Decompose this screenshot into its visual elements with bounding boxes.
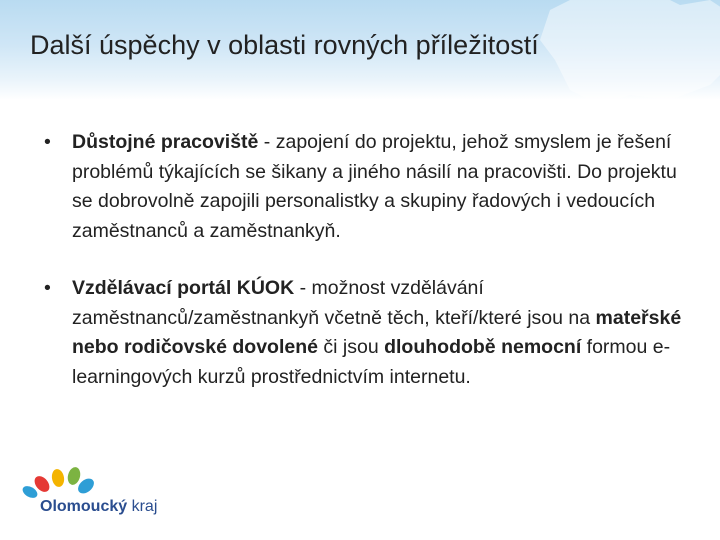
bullet-bold-text: Vzdělávací portál KÚOK xyxy=(72,277,295,299)
header-band xyxy=(0,0,720,100)
bullet-text: - zapojení do projektu, jehož smyslem je řešení problémů týkajících se šikany a jiného násilí na pracovišti. Do projektu se dobrovolně zapojili personalistky a skupiny řadových i vedoucích zaměstnanců a zaměstnankyň. xyxy=(72,131,677,242)
logo-name-light: kraj xyxy=(127,498,158,515)
bullet-bold-text: mateřské nebo rodičovské dovolené xyxy=(72,306,682,358)
bullet-text: - možnost vzdělávání zaměstnanců/zaměstnankyň včetně těch, kteří/které jsou na xyxy=(72,277,596,329)
bullet-icon: • xyxy=(44,131,51,153)
region-map-watermark xyxy=(510,0,720,100)
bullet-item xyxy=(40,274,700,392)
logo-wordmark xyxy=(40,498,157,516)
bullet-text: či jsou xyxy=(317,336,385,358)
bullet-bold-text: Důstojné pracoviště xyxy=(72,131,259,153)
bullet-text: formou e-learningových kurzů prostřednictvím internetu. xyxy=(72,336,671,388)
logo-name-bold: Olomoucký xyxy=(40,498,128,515)
bullet-item xyxy=(40,128,700,246)
slide-title: Další úspěchy v oblasti rovných příležitostí xyxy=(30,30,539,60)
bullet-list xyxy=(40,128,700,420)
bullet-icon: • xyxy=(44,277,51,299)
bullet-bold-text: dlouhodobě nemocní xyxy=(384,336,582,358)
